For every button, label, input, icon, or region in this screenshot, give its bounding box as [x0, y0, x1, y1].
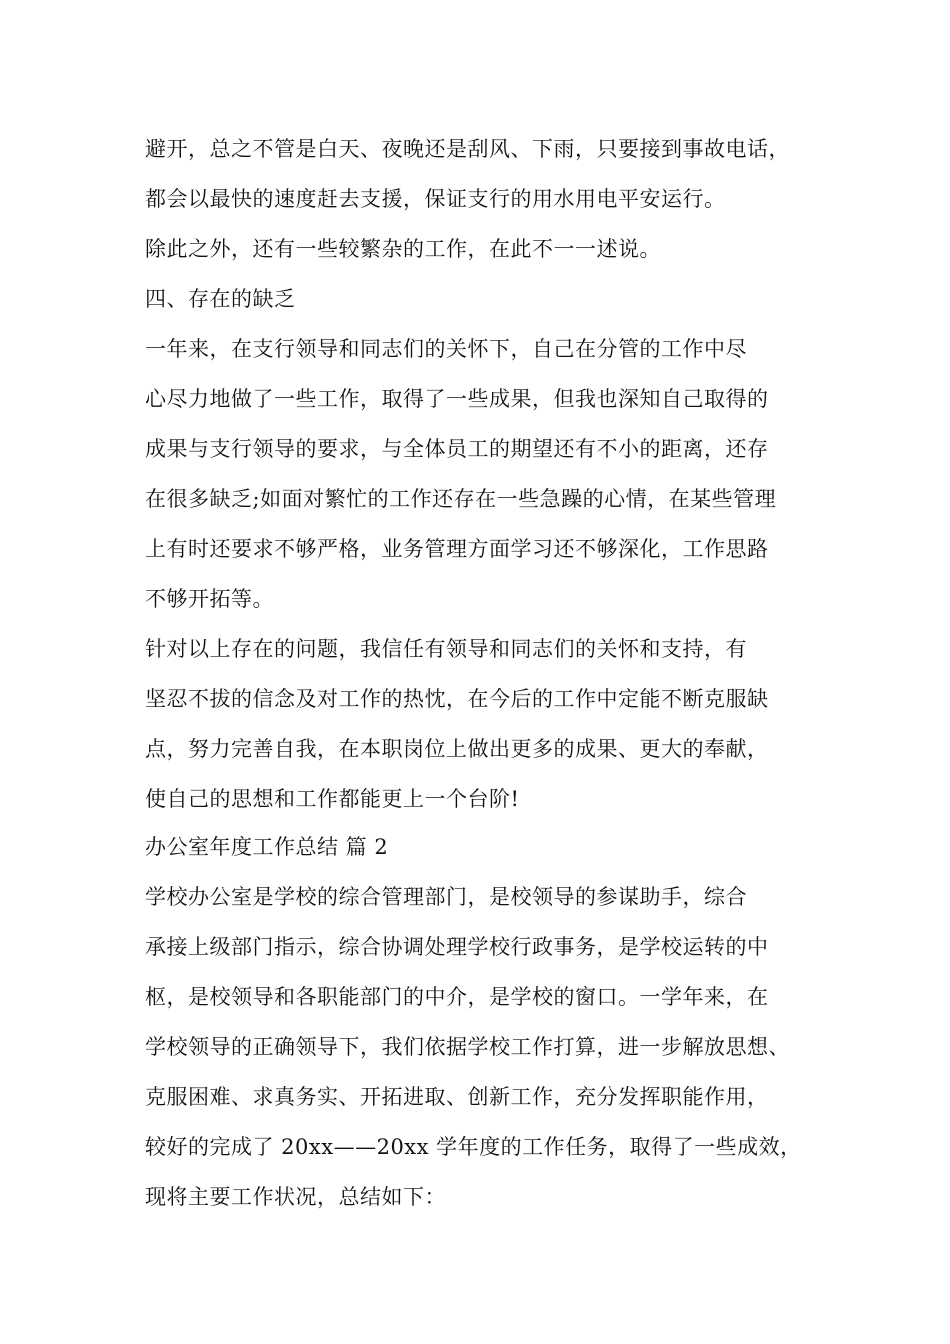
paragraph-line: 克服困难、求真务实、开拓进取、创新工作，充分发挥职能作用，: [145, 1085, 769, 1109]
paragraph-line: 学校办公室是学校的综合管理部门，是校领导的参谋助手，综合: [145, 885, 747, 909]
paragraph-line: 心尽力地做了一些工作，取得了一些成果，但我也深知自己取得的: [145, 387, 769, 411]
paragraph-line: 学校领导的正确领导下，我们依据学校工作打算，进一步解放思想、: [145, 1035, 790, 1059]
section-heading: 四、存在的缺乏: [145, 287, 296, 311]
paragraph-line: 除此之外，还有一些较繁杂的工作，在此不一一述说。: [145, 237, 661, 261]
paragraph-line: 使自己的思想和工作都能更上一个台阶!: [145, 787, 520, 811]
paragraph-line: 在很多缺乏;如面对繁忙的工作还存在一些急躁的心情，在某些管理: [145, 487, 777, 511]
paragraph-line: 承接上级部门指示，综合协调处理学校行政事务，是学校运转的中: [145, 935, 769, 959]
paragraph-line: 成果与支行领导的要求，与全体员工的期望还有不小的距离，还存: [145, 437, 769, 461]
paragraph-line: 都会以最快的速度赶去支援，保证支行的用水用电平安运行。: [145, 187, 726, 211]
paragraph-line: 较好的完成了 20xx——20xx 学年度的工作任务，取得了一些成效，: [145, 1135, 802, 1159]
paragraph-line: 不够开拓等。: [145, 587, 274, 611]
paragraph-line: 针对以上存在的问题，我信任有领导和同志们的关怀和支持，有: [145, 637, 747, 661]
paragraph-line: 一年来，在支行领导和同志们的关怀下，自己在分管的工作中尽: [145, 337, 747, 361]
paragraph-line: 枢，是校领导和各职能部门的中介，是学校的窗口。一学年来，在: [145, 985, 769, 1009]
document-section-title: 办公室年度工作总结 篇 2: [145, 835, 389, 859]
paragraph-line: 现将主要工作状况，总结如下：: [145, 1185, 446, 1209]
paragraph-line: 点，努力完善自我，在本职岗位上做出更多的成果、更大的奉献，: [145, 737, 769, 761]
paragraph-line: 上有时还要求不够严格，业务管理方面学习还不够深化，工作思路: [145, 537, 769, 561]
paragraph-line: 避开，总之不管是白天、夜晚还是刮风、下雨，只要接到事故电话，: [145, 137, 790, 161]
paragraph-line: 坚忍不拔的信念及对工作的热忱，在今后的工作中定能不断克服缺: [145, 687, 769, 711]
